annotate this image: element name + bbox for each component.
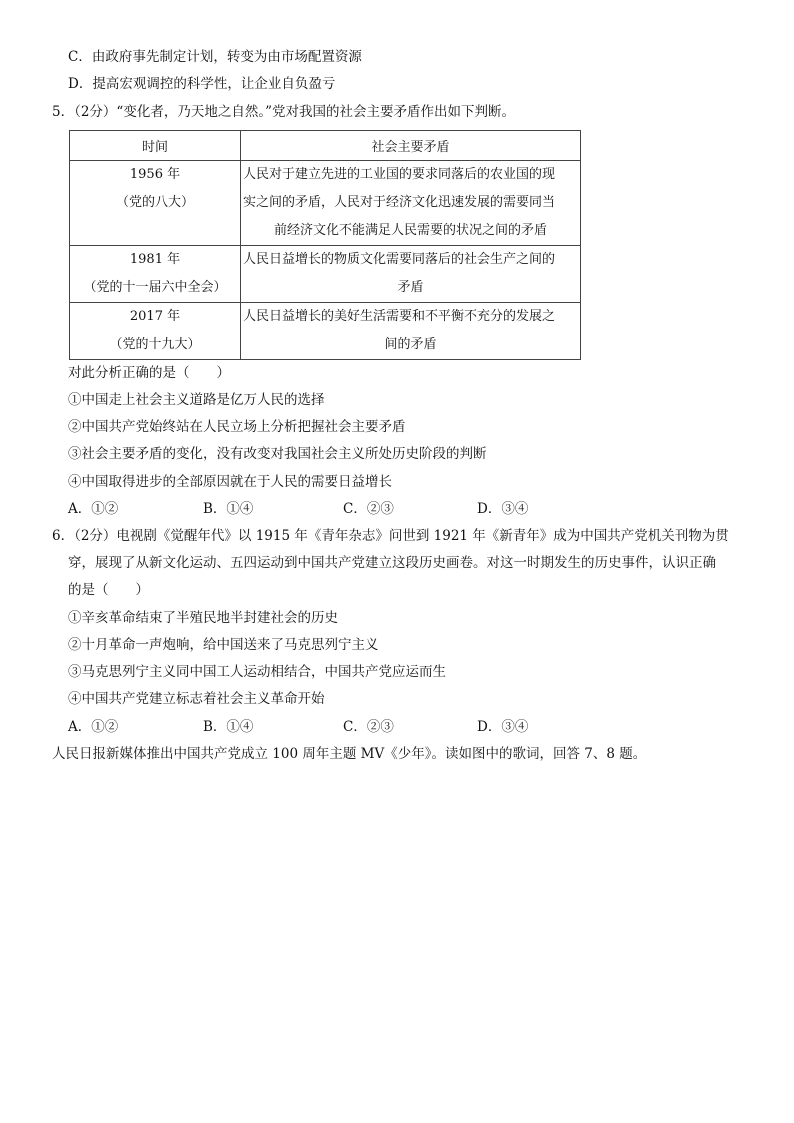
q6-option-a[interactable]: A．①② bbox=[68, 719, 119, 735]
table-cell-time bbox=[70, 303, 241, 360]
table-header-row bbox=[70, 131, 581, 161]
contradiction-table bbox=[69, 130, 581, 360]
q6-statement-2: ②十月革命一声炮响，给中国送来了马克思列宁主义 bbox=[68, 637, 379, 653]
q5-option-d[interactable]: D．③④ bbox=[477, 501, 529, 517]
table-header-contradiction: 社会主要矛盾 bbox=[241, 131, 581, 161]
contradiction-line: 前经济文化不能满足人民需要的状况之间的矛盾 bbox=[273, 223, 547, 238]
q5-statement-2: ②中国共产党始终站在人民立场上分析把握社会主要矛盾 bbox=[68, 419, 406, 435]
contradiction-line: 间的矛盾 bbox=[384, 337, 437, 352]
q6-statement-1: ①辛亥革命结束了半殖民地半封建社会的历史 bbox=[68, 610, 338, 626]
q5-prompt: 对此分析正确的是（ ） bbox=[68, 365, 230, 381]
q6-statement-3: ③马克思列宁主义同中国工人运动相结合，中国共产党应运而生 bbox=[68, 664, 446, 680]
table-cell-contradiction bbox=[241, 161, 581, 246]
table-header-time: 时间 bbox=[70, 131, 241, 161]
q6-option-c[interactable]: C．②③ bbox=[343, 719, 394, 735]
q4-option-d: D．提高宏观调控的科学性，让企业自负盈亏 bbox=[68, 76, 336, 92]
q6-option-b[interactable]: B．①④ bbox=[203, 719, 254, 735]
contradiction-line: 人民日益增长的物质文化需要同落后的社会生产之间的 bbox=[243, 252, 556, 267]
table-cell-contradiction bbox=[241, 303, 581, 360]
q6-stem-line-2: 穿，展现了从新文化运动、五四运动到中国共产党建立这段历史画卷。对这一时期发生的历史事件，认识正确 bbox=[68, 555, 716, 571]
contradiction-line: 实之间的矛盾，人民对于经济文化迅速发展的需要同当 bbox=[243, 195, 556, 210]
table-cell-contradiction bbox=[241, 246, 581, 303]
q6-option-d[interactable]: D．③④ bbox=[477, 719, 529, 735]
table-row bbox=[70, 161, 581, 246]
q5-options bbox=[0, 499, 794, 519]
contradiction-line: 矛盾 bbox=[397, 280, 424, 295]
q7-8-intro: 人民日报新媒体推出中国共产党成立 100 周年主题 MV《少年》。读如图中的歌词，回答 7、8 题。 bbox=[52, 746, 647, 762]
row-meeting: （党的十一届六中全会） bbox=[83, 280, 227, 295]
table-cell-time bbox=[70, 246, 241, 303]
q5-statement-4: ④中国取得进步的全部原因就在于人民的需要日益增长 bbox=[68, 474, 392, 490]
q6-statement-4: ④中国共产党建立标志着社会主义革命开始 bbox=[68, 691, 325, 707]
q5-option-b[interactable]: B．①④ bbox=[203, 501, 254, 517]
row-year: 2017 年 bbox=[129, 309, 181, 324]
row-year: 1981 年 bbox=[129, 252, 181, 267]
table-row bbox=[70, 303, 581, 360]
table-row bbox=[70, 246, 581, 303]
contradiction-line: 人民对于建立先进的工业国的要求同落后的农业国的现 bbox=[243, 167, 556, 182]
row-year: 1956 年 bbox=[129, 167, 181, 182]
q5-stem: 5．（2分）“变化者，乃天地之自然。”党对我国的社会主要矛盾作出如下判断。 bbox=[52, 104, 515, 120]
q4-option-c: C．由政府事先制定计划，转变为由市场配置资源 bbox=[68, 49, 362, 65]
contradiction-line: 人民日益增长的美好生活需要和不平衡不充分的发展之 bbox=[243, 309, 556, 324]
q6-stem-line-1: 6．（2分）电视剧《觉醒年代》以 1915 年《青年杂志》问世到 1921 年《新青年》成为中国共产党机关刊物为贯 bbox=[52, 528, 729, 544]
q5-option-c[interactable]: C．②③ bbox=[343, 501, 394, 517]
table-cell-time bbox=[70, 161, 241, 246]
q6-stem-line-3: 的是（ ） bbox=[68, 582, 149, 598]
q5-statement-1: ①中国走上社会主义道路是亿万人民的选择 bbox=[68, 392, 325, 408]
row-meeting: （党的八大） bbox=[115, 195, 194, 210]
q6-options bbox=[0, 717, 794, 737]
row-meeting: （党的十九大） bbox=[109, 337, 201, 352]
q5-option-a[interactable]: A．①② bbox=[68, 501, 119, 517]
q5-statement-3: ③社会主要矛盾的变化，没有改变对我国社会主义所处历史阶段的判断 bbox=[68, 446, 487, 462]
